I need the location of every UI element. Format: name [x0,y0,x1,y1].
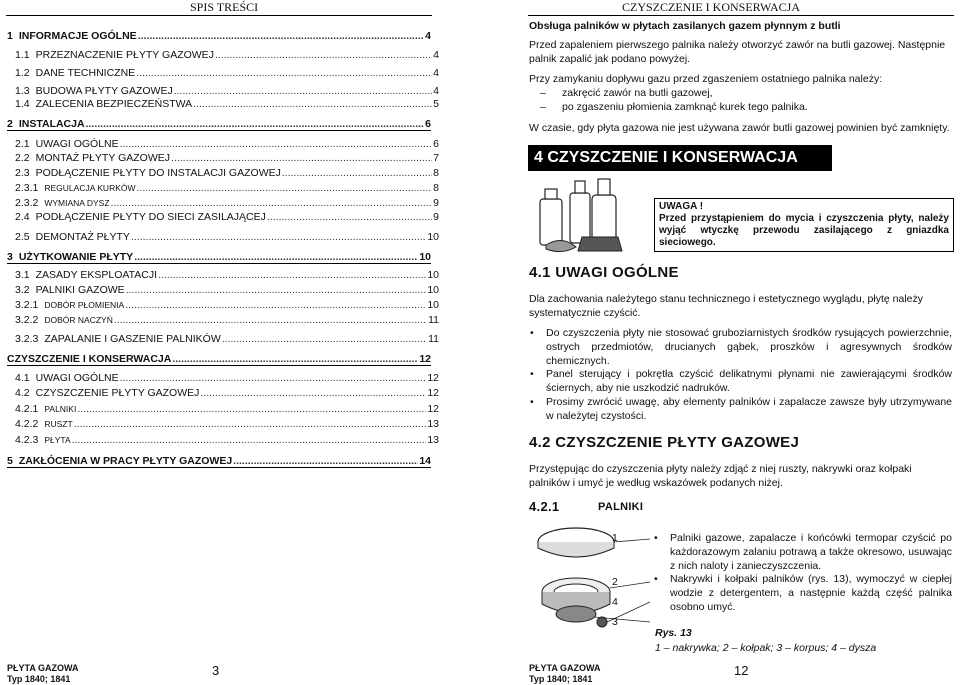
toc-entry-page: 12 [419,353,431,365]
toc-entry[interactable] [7,211,439,223]
lpg-dash-1: – zakręcić zawór na butli gazowej, [562,86,952,100]
footer-title: PŁYTA GAZOWA [7,663,79,673]
toc-entry[interactable] [7,434,439,446]
toc-entry-title: PALNIKI [44,404,77,414]
toc-leader-dots [126,284,427,296]
burner-illustration [532,522,652,642]
lpg-paragraph-3: W czasie, gdy płyta gazowa nie jest używana zawór butli gazowej powinien być zamknięty. [529,122,950,134]
lpg-heading: Obsługa palników w płytach zasilanych gazem płynnym z butli [529,20,841,32]
toc-entry[interactable] [7,67,439,79]
toc-entry-title: PŁYTA [44,435,71,445]
toc-entry-page: 4 [425,30,431,42]
toc-entry-number: 2 [7,118,13,130]
bullet-4-2-1-1: • Palniki gazowe, zapalacze i końcówki termopar czyścić po każdorazowym zalaniu potrawą a także okresowo, usuwając z nich naloty i zanieczyszczenia. [670,531,952,573]
figure-label-1: 1 [612,532,618,544]
cleaning-products-illustration [532,175,642,255]
bullet-4-1-1: • Do czyszczenia płyty nie stosować gruboziarnistych środków rysujących powierzchnie, ostrych przedmiotów, drucianych gąbek, proszków i agresywnych środków chemicznych. [546,326,952,368]
toc-entry-title: ZALECENIA BEZPIECZEŃSTWA [35,98,193,110]
toc-entry[interactable] [7,182,439,194]
toc-entry[interactable] [7,98,439,110]
toc-entry-page: 10 [419,251,431,263]
toc-entry-number: 1.2 [15,67,30,79]
toc-entry[interactable] [7,251,431,263]
toc-leader-dots [86,118,425,130]
figure-label-4: 4 [612,596,618,608]
footer-block [529,663,601,685]
section-title-bar: 4 CZYSZCZENIE I KONSERWACJA [528,145,832,171]
footer-title: PŁYTA GAZOWA [529,663,601,673]
toc-leader-dots [282,167,432,179]
toc-leader-dots [120,372,427,384]
toc-entry-number: 4.2 [15,387,30,399]
toc-entry-page: 8 [433,182,439,194]
toc-leader-dots [200,387,426,399]
toc-entry-title: DOBÓR PŁOMIENIA [44,300,125,310]
toc-leader-dots [137,182,433,194]
toc-entry-title: DEMONTAŻ PŁYTY [35,231,130,243]
toc-entry-number: 3.2.3 [15,333,39,345]
toc-entry-title: PALNIKI GAZOWE [35,284,125,296]
figure-label-2: 2 [612,576,618,588]
toc-entry[interactable] [7,403,439,415]
toc-entry-page: 8 [433,167,439,179]
heading-4-2-1-number: 4.2.1 [529,499,560,514]
toc-entry-page: 10 [427,269,439,281]
toc-leader-dots [233,455,418,467]
page-number: 12 [734,663,749,678]
left-page [0,0,480,683]
paragraph-4-2: Przystępując do czyszczenia płyty należy zdjąć z niej ruszty, nakrywki oraz kołpaki palników i umyć je według wskazówek podanych niżej. [529,463,912,489]
toc-leader-dots [172,353,418,365]
heading-4-2-1-text: PALNIKI [598,501,644,513]
toc-entry[interactable] [7,455,431,467]
footer-type: Typ 1840; 1841 [529,674,593,684]
toc-leader-dots [77,403,426,415]
toc-entry[interactable] [7,314,439,326]
figure-label-3: 3 [612,616,618,628]
toc-entry-page: 6 [425,118,431,130]
toc-entry[interactable] [7,197,439,209]
toc-entry-title: PODŁĄCZENIE PŁYTY DO INSTALACJI GAZOWEJ [35,167,281,179]
toc-leader-dots [267,211,432,223]
toc-entry-page: 12 [427,372,439,384]
toc-entry-page: 13 [427,434,439,446]
page-number: 3 [212,663,220,678]
toc-entry-title: ZAPALANIE I GASZENIE PALNIKÓW [44,333,221,345]
toc-entry-page: 11 [428,314,439,326]
toc-entry[interactable] [7,353,431,365]
toc-entry-number: 1.1 [15,49,30,61]
toc-leader-dots [136,67,432,79]
toc-entry-page: 14 [419,455,431,467]
toc-entry-title: INFORMACJE OGÓLNE [18,30,137,42]
paragraph-4-1: Dla zachowania należytego stanu technicznego i estetycznego wyglądu, płytę należy systematycznie czyścić. [529,293,923,319]
toc-leader-dots [134,251,418,263]
toc-entry-number: 2.3 [15,167,30,179]
toc-entry-title: DANE TECHNICZNE [35,67,136,79]
toc-entry-number: 4.2.1 [15,403,39,415]
toc-entry-number: 5 [7,455,13,467]
toc-entry-title: REGULACJA KURKÓW [44,183,136,193]
toc-entry-number: 1.3 [15,85,30,97]
toc-entry-title: MONTAŻ PŁYTY GAZOWEJ [35,152,170,164]
toc-entry-page: 12 [427,403,439,415]
toc-entry-number: 1 [7,30,13,42]
lpg-paragraph-2: Przy zamykaniu dopływu gazu przed zgaszeniem ostatniego palnika należy: [529,73,883,85]
toc-leader-dots [215,49,432,61]
toc-entry-number: 4.2.2 [15,418,39,430]
toc-entry-title: ZAKŁÓCENIA W PRACY PŁYTY GAZOWEJ [18,455,233,467]
toc-entry-title: UWAGI OGÓLNE [35,372,119,384]
toc-entry[interactable] [7,418,439,430]
toc-entry-number: 4.1 [15,372,30,384]
toc-section-rule [7,365,431,366]
toc-leader-dots [111,197,433,209]
warning-title: UWAGA ! [659,201,704,212]
toc-entry-number: 2.5 [15,231,30,243]
toc-entry-page: 10 [427,299,439,311]
toc-leader-dots [131,231,426,243]
footer-type: Typ 1840; 1841 [7,674,71,684]
toc-entry-title: CZYSZCZENIE PŁYTY GAZOWEJ [35,387,200,399]
toc-entry[interactable] [7,269,439,281]
toc-leader-dots [120,138,433,150]
toc-entry[interactable] [7,299,439,311]
toc-leader-dots [171,152,432,164]
bullet-4-1-2: • Panel sterujący i pokrętła czyścić delikatnymi płynami nie zawierającymi środków ściernych, aby nie uszkodzić nadruków. [546,367,952,395]
toc-entry-number: 3.2.2 [15,314,39,326]
toc-entry-page: 13 [427,418,439,430]
toc-leader-dots [174,85,432,97]
toc-entry-title: CZYSZCZENIE I KONSERWACJA [7,353,172,365]
warning-box [654,198,954,252]
toc-entry[interactable] [7,372,439,384]
toc-entry[interactable] [7,284,439,296]
toc-leader-dots [114,314,427,326]
toc-entry-title: BUDOWA PŁYTY GAZOWEJ [35,85,173,97]
warning-text: Przed przystąpieniem do mycia i czyszczenia płyty, należy wyjąć wtyczkę przewodu zasilającego z gniazdka sieciowego. [659,213,949,248]
toc-entry-page: 9 [433,211,439,223]
toc-entry-page: 11 [428,333,439,345]
bullet-4-2-1-2: • Nakrywki i kołpaki palników (rys. 13), wymoczyć w ciepłej wodzie z detergentem, a następnie każdą część palnika osobno umyć. [670,572,952,614]
bullet-4-1-3: • Prosimy zwrócić uwagę, aby elementy palników i zapalacze zawsze były utrzymywane w należytej czystości. [546,395,952,423]
page-header: CZYSZCZENIE I KONSERWACJA [622,0,801,14]
toc-leader-dots [74,418,427,430]
toc-section-rule [7,467,431,468]
toc-entry-number: 2.3.1 [15,182,39,194]
figure-title: Rys. 13 [655,627,692,639]
toc-entry-page: 7 [433,152,439,164]
lpg-dash-2: – po zgaszeniu płomienia zamknąć kurek tego palnika. [562,100,952,114]
toc-entry-page: 4 [433,85,439,97]
heading-4-2: 4.2 CZYSZCZENIE PŁYTY GAZOWEJ [529,434,800,451]
toc-entry-page: 10 [427,284,439,296]
toc-entry-page: 4 [433,49,439,61]
toc-leader-dots [222,333,427,345]
toc-section-rule [7,263,431,264]
toc-entry-title: DOBÓR NACZYŃ [44,315,113,325]
toc-entry-page: 10 [427,231,439,243]
toc-entry-page: 5 [433,98,439,110]
toc-leader-dots [72,434,427,446]
toc-entry-title: PRZEZNACZENIE PŁYTY GAZOWEJ [35,49,214,61]
heading-4-1: 4.1 UWAGI OGÓLNE [529,264,679,281]
toc-entry-number: 3 [7,251,13,263]
toc-entry-title: UWAGI OGÓLNE [35,138,119,150]
toc-entry-number: 1.4 [15,98,30,110]
toc-entry[interactable] [7,167,439,179]
toc-entry-title: UŻYTKOWANIE PŁYTY [18,251,134,263]
toc-entry-number: 4.2.3 [15,434,39,446]
toc-entry-number: 3.2 [15,284,30,296]
toc-entry-number: 2.3.2 [15,197,39,209]
toc-leader-dots [125,299,426,311]
toc-entry-number: 2.1 [15,138,30,150]
header-rule [528,15,954,16]
toc-entry-number: 3.1 [15,269,30,281]
toc-entry-page: 6 [433,138,439,150]
toc-section-rule [7,130,431,131]
toc-entry[interactable] [7,333,439,345]
toc-entry[interactable] [7,49,439,61]
toc-entry-number: 3.2.1 [15,299,39,311]
toc-entry[interactable] [7,138,439,150]
toc-entry-title: WYMIANA DYSZ [44,198,110,208]
toc-entry-number: 2.4 [15,211,30,223]
toc-entry[interactable] [7,30,431,42]
page-header: SPIS TREŚCI [190,0,259,14]
toc-entry[interactable] [7,231,439,243]
toc-entry-page: 9 [433,197,439,209]
toc-leader-dots [158,269,426,281]
toc-entry-page: 4 [433,67,439,79]
lpg-paragraph-1: Przed zapaleniem pierwszego palnika należy otworzyć zawór na butli gazowej. Następnie palnik zapalić jak podano powyżej. [529,39,946,65]
toc-entry[interactable] [7,118,431,130]
toc-entry[interactable] [7,387,439,399]
figure-caption: 1 – nakrywka; 2 – kołpak; 3 – korpus; 4 – dysza [655,642,877,654]
header-rule [6,15,432,16]
toc-leader-dots [193,98,432,110]
toc-entry-page: 12 [427,387,439,399]
toc-entry-title: RUSZT [44,419,73,429]
toc-entry-title: PODŁĄCZENIE PŁYTY DO SIECI ZASILAJĄCEJ [35,211,266,223]
toc-leader-dots [138,30,424,42]
toc-entry-title: INSTALACJA [18,118,85,130]
footer-block [7,663,79,685]
toc-entry-title: ZASADY EKSPLOATACJI [35,269,157,281]
toc-entry[interactable] [7,85,439,97]
toc-entry-number: 2.2 [15,152,30,164]
right-page [480,0,960,683]
toc-entry[interactable] [7,152,439,164]
